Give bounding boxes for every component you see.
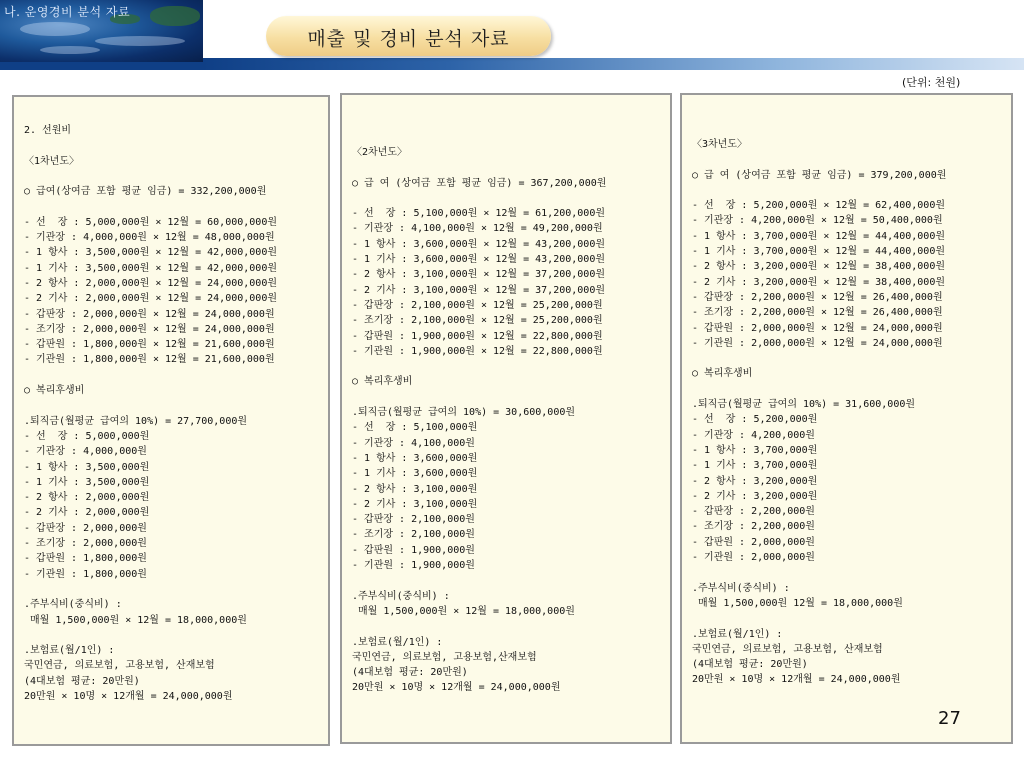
text-line: 20만원 × 10명 × 12개월 = 24,000,000원 <box>24 690 233 702</box>
text-line: - 1 항사 : 3,600,000원 × 12월 = 43,200,000원 <box>352 238 605 250</box>
text-line: - 기관원 : 1,800,000원 × 12월 = 21,600,000원 <box>24 354 275 366</box>
text-line: - 1 기사 : 3,500,000원 <box>24 476 150 488</box>
text-line: - 기관원 : 1,900,000원 × 12월 = 22,800,000원 <box>352 345 603 357</box>
text-line: - 갑판장 : 2,100,000원 × 12월 = 25,200,000원 <box>352 299 603 311</box>
text-line <box>352 390 606 405</box>
header-stripe-left <box>0 62 203 70</box>
text-line: - 선 장 : 5,100,000원 <box>352 422 478 434</box>
text-line: .주부식비(중식비) : <box>24 599 122 611</box>
text-line: 〈1차년도〉 <box>24 155 80 167</box>
text-line: 매월 1,500,000원 × 12월 = 18,000,000원 <box>352 605 575 617</box>
text-line: - 갑판장 : 2,000,000원 × 12월 = 24,000,000원 <box>24 308 275 320</box>
text-line: - 1 항사 : 3,600,000원 <box>352 452 478 464</box>
text-line: - 갑판장 : 2,100,000원 <box>352 514 475 526</box>
text-line: - 기관장 : 4,100,000원 × 12월 = 49,200,000원 <box>352 223 603 235</box>
text-line <box>24 628 277 643</box>
text-line: 매월 1,500,000원 12월 = 18,000,000원 <box>692 597 903 609</box>
text-line: - 기관장 : 4,200,000원 × 12월 = 50,400,000원 <box>692 215 943 227</box>
page-title: 매출 및 경비 분석 자료 <box>307 28 510 50</box>
text-line: - 기관장 : 4,200,000원 <box>692 429 815 441</box>
text-line: .퇴직금(월평균 급여의 10%) = 31,600,000원 <box>692 399 916 411</box>
text-line: - 갑판장 : 2,200,000원 <box>692 506 815 518</box>
header-stripe <box>203 58 1024 70</box>
text-line <box>24 398 277 413</box>
text-line: .주부식비(중식비) : <box>692 582 790 594</box>
text-line <box>692 183 946 198</box>
text-line: - 1 기사 : 3,700,000원 × 12월 = 44,400,000원 <box>692 246 945 258</box>
text-line: (4대보험 평균: 20만원) <box>692 659 808 671</box>
year-2-panel <box>340 93 672 744</box>
text-line: - 선 장 : 5,000,000원 × 12월 = 60,000,000원 <box>24 216 277 228</box>
text-line <box>24 138 277 153</box>
text-line: - 기관원 : 1,900,000원 <box>352 560 475 572</box>
text-line: .퇴직금(월평균 급여의 10%) = 30,600,000원 <box>352 407 576 419</box>
text-line <box>692 611 946 626</box>
text-line: - 2 기사 : 3,200,000원 <box>692 490 818 502</box>
text-line: .퇴직금(월평균 급여의 10%) = 27,700,000원 <box>24 415 248 427</box>
text-line <box>24 169 277 184</box>
text-line: - 갑판원 : 1,900,000원 × 12월 = 22,800,000원 <box>352 330 603 342</box>
text-line <box>692 351 946 366</box>
text-line: - 2 항사 : 3,100,000원 <box>352 483 478 495</box>
text-line <box>692 565 946 580</box>
text-line: 20만원 × 10명 × 12개월 = 24,000,000원 <box>352 682 561 694</box>
text-line: - 1 기사 : 3,500,000원 × 12월 = 42,000,000원 <box>24 262 277 274</box>
text-line: - 2 항사 : 2,000,000원 × 12월 = 24,000,000원 <box>24 277 277 289</box>
text-line: ○ 복리후생비 <box>352 376 413 388</box>
text-line: ○ 급 여 (상여금 포함 평균 임금) = 367,200,000원 <box>352 177 607 189</box>
text-line: - 갑판원 : 2,000,000원 <box>692 536 815 548</box>
text-line: - 2 기사 : 3,100,000원 <box>352 498 478 510</box>
text-line: - 2 항사 : 3,200,000원 × 12월 = 38,400,000원 <box>692 261 945 273</box>
text-line: 20만원 × 10명 × 12개월 = 24,000,000원 <box>692 674 901 686</box>
text-line <box>352 160 606 175</box>
text-line: - 조기장 : 2,000,000원 <box>24 538 147 550</box>
text-line: (4대보험 평균: 20만원) <box>352 667 468 679</box>
text-line: - 갑판원 : 2,000,000원 × 12월 = 24,000,000원 <box>692 322 943 334</box>
section-label: 나. 운영경비 분석 자료 <box>4 5 131 19</box>
text-line: - 기관원 : 2,000,000원 <box>692 552 815 564</box>
text-line: 국민연금, 의료보험, 고용보험, 산재보험 <box>24 660 215 672</box>
text-line: - 1 기사 : 3,600,000원 <box>352 468 478 480</box>
text-line: ○ 복리후생비 <box>24 385 85 397</box>
text-line: - 2 항사 : 2,000,000원 <box>24 492 150 504</box>
text-line: - 갑판장 : 2,200,000원 × 12월 = 26,400,000원 <box>692 291 943 303</box>
year-3-panel <box>680 93 1013 744</box>
text-line: - 1 기사 : 3,700,000원 <box>692 460 818 472</box>
year-2-text <box>352 145 606 696</box>
text-line: - 조기장 : 2,200,000원 <box>692 521 815 533</box>
text-line: - 조기장 : 2,100,000원 × 12월 = 25,200,000원 <box>352 315 603 327</box>
text-line: .보험료(월/1인) : <box>24 645 115 657</box>
text-line: - 갑판원 : 1,800,000원 × 12월 = 21,600,000원 <box>24 339 275 351</box>
text-line: - 조기장 : 2,200,000원 × 12월 = 26,400,000원 <box>692 307 943 319</box>
text-line: - 2 항사 : 3,100,000원 × 12월 = 37,200,000원 <box>352 269 605 281</box>
text-line: - 1 항사 : 3,500,000원 × 12월 = 42,000,000원 <box>24 247 277 259</box>
text-line: - 갑판원 : 1,800,000원 <box>24 553 147 565</box>
text-line <box>692 382 946 397</box>
year-1-text <box>24 123 277 704</box>
header-bar <box>0 0 1024 70</box>
text-line: - 1 기사 : 3,600,000원 × 12월 = 43,200,000원 <box>352 254 605 266</box>
text-line: - 갑판원 : 1,900,000원 <box>352 544 475 556</box>
text-line: - 기관원 : 2,000,000원 × 12월 = 24,000,000원 <box>692 337 943 349</box>
text-line: - 2 기사 : 2,000,000원 × 12월 = 24,000,000원 <box>24 293 277 305</box>
text-line: 매월 1,500,000원 × 12월 = 18,000,000원 <box>24 614 247 626</box>
text-line: - 2 기사 : 3,200,000원 × 12월 = 38,400,000원 <box>692 276 945 288</box>
text-line <box>352 191 606 206</box>
text-line: - 기관원 : 1,800,000원 <box>24 568 147 580</box>
text-line: - 선 장 : 5,000,000원 <box>24 430 150 442</box>
text-line: - 2 기사 : 2,000,000원 <box>24 507 150 519</box>
text-line: - 기관장 : 4,000,000원 <box>24 446 147 458</box>
text-line: ○ 급 여 (상여금 포함 평균 임금) = 379,200,000원 <box>692 169 947 181</box>
ocean-photo <box>0 0 203 62</box>
text-line <box>24 368 277 383</box>
text-line: - 1 항사 : 3,700,000원 <box>692 444 818 456</box>
text-line: 〈3차년도〉 <box>692 139 748 150</box>
text-line: - 조기장 : 2,100,000원 <box>352 529 475 541</box>
text-line: 국민연금, 의료보험, 고용보험,산재보험 <box>352 651 537 663</box>
text-line: 〈2차년도〉 <box>352 147 408 158</box>
text-line: .주부식비(중식비) : <box>352 590 450 602</box>
text-line: 2. 선원비 <box>24 125 72 136</box>
text-line: - 기관장 : 4,000,000원 × 12월 = 48,000,000원 <box>24 232 275 244</box>
text-line <box>352 359 606 374</box>
page-number: 27 <box>938 708 961 729</box>
text-line <box>352 619 606 634</box>
text-line: ○ 급여(상여금 포함 평균 임금) = 332,200,000원 <box>24 186 267 198</box>
text-line <box>352 573 606 588</box>
text-line: - 선 장 : 5,200,000원 × 12월 = 62,400,000원 <box>692 200 945 212</box>
text-line: - 1 항사 : 3,700,000원 × 12월 = 44,400,000원 <box>692 230 945 242</box>
text-line: - 2 항사 : 3,200,000원 <box>692 475 818 487</box>
text-line <box>692 152 946 167</box>
text-line: 국민연금, 의료보험, 고용보험, 산재보험 <box>692 643 883 655</box>
text-line: - 기관장 : 4,100,000원 <box>352 437 475 449</box>
text-line: - 갑판장 : 2,000,000원 <box>24 522 147 534</box>
text-line: - 선 장 : 5,100,000원 × 12월 = 61,200,000원 <box>352 208 605 220</box>
text-line: - 선 장 : 5,200,000원 <box>692 414 818 426</box>
text-line <box>24 582 277 597</box>
text-line: .보험료(월/1인) : <box>692 628 783 640</box>
unit-note: (단위: 천원) <box>902 76 961 89</box>
text-line: .보험료(월/1인) : <box>352 636 443 648</box>
text-line: - 1 항사 : 3,500,000원 <box>24 461 150 473</box>
year-3-text <box>692 137 946 688</box>
year-1-panel <box>12 95 330 746</box>
text-line: ○ 복리후생비 <box>692 368 753 380</box>
text-line: (4대보험 평균: 20만원) <box>24 675 140 687</box>
text-line <box>24 199 277 214</box>
text-line: - 조기장 : 2,000,000원 × 12월 = 24,000,000원 <box>24 323 275 335</box>
text-line: - 2 기사 : 3,100,000원 × 12월 = 37,200,000원 <box>352 284 605 296</box>
